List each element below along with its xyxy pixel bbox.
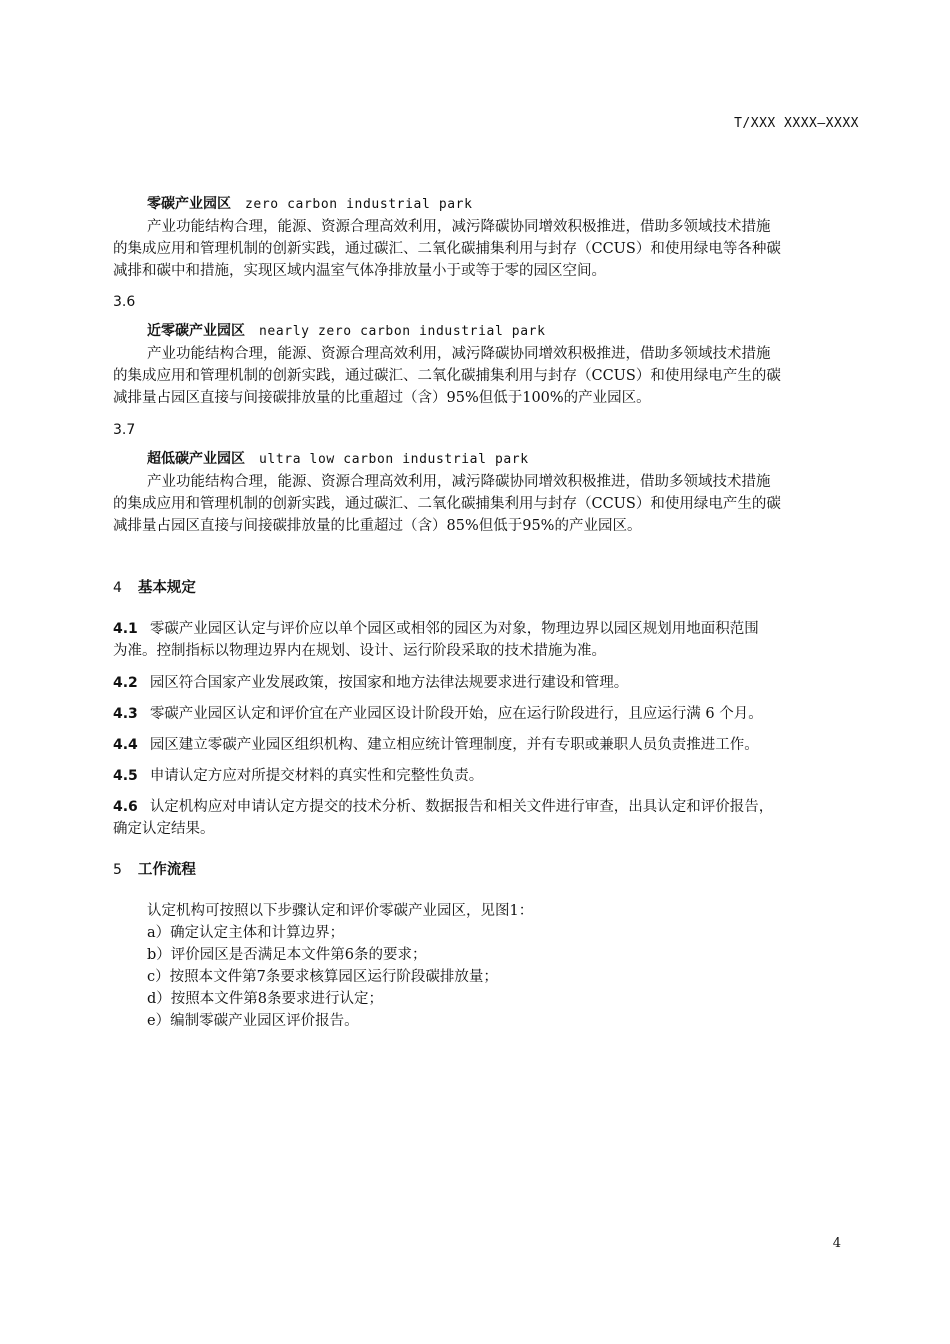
- workflow-intro: 认定机构可按照以下步骤认定和评价零碳产业园区，见图1：: [147, 903, 534, 919]
- term-name-en: ultra low carbon industrial park: [259, 452, 529, 467]
- term-definition-line: 减排和碳中和措施，实现区域内温室气体净排放量小于或等于零的园区空间。: [113, 263, 606, 279]
- clause-text: 申请认定方应对所提交材料的真实性和完整性负责。: [149, 768, 484, 784]
- term-number: 3.6: [113, 294, 136, 310]
- term-name-zh: 零碳产业园区: [147, 196, 231, 212]
- term-definition-line: 的集成应用和管理机制的创新实践，通过碳汇、二氧化碳捕集利用与封存（CCUS）和使用绿电等各种碳: [113, 241, 781, 257]
- clause-number: 4.3: [113, 706, 138, 722]
- term-definition-line: 的集成应用和管理机制的创新实践，通过碳汇、二氧化碳捕集利用与封存（CCUS）和使用绿电产生的碳: [113, 368, 781, 384]
- term-definition-line: 减排量占园区直接与间接碳排放量的比重超过（含）85%但低于95%的产业园区。: [113, 518, 642, 534]
- term-heading: [113, 193, 860, 216]
- term-name-zh: 超低碳产业园区: [147, 451, 245, 467]
- section-title: 工作流程: [137, 862, 196, 878]
- clause-number: 4.4: [113, 737, 138, 753]
- clause-number: 4.5: [113, 768, 138, 784]
- section-title: 基本规定: [137, 580, 196, 596]
- section-number: 4: [113, 580, 122, 596]
- clause-number: 4.1: [113, 621, 138, 637]
- clause-4-3: [113, 703, 860, 725]
- term-definition-line: 产业功能结构合理，能源、资源合理高效利用，减污降碳协同增效积极推进，借助多领域技术措施: [147, 346, 771, 362]
- term-name-en: zero carbon industrial park: [245, 197, 473, 212]
- term-heading: [113, 448, 860, 471]
- term-heading: [113, 320, 860, 343]
- term-definition-line: 减排量占园区直接与间接碳排放量的比重超过（含）95%但低于100%的产业园区。: [113, 390, 651, 406]
- term-definition-line: 产业功能结构合理，能源、资源合理高效利用，减污降碳协同增效积极推进，借助多领域技术措施: [147, 474, 771, 490]
- term-3-7: [113, 419, 860, 537]
- term-3-6: [113, 291, 860, 409]
- list-item: c）按照本文件第7条要求核算园区运行阶段碳排放量；: [147, 969, 498, 985]
- section-4-heading: [113, 577, 860, 599]
- clause-text: 确定认定结果。: [113, 821, 215, 837]
- clause-4-6: [113, 796, 860, 840]
- clause-text: 园区建立零碳产业园区组织机构、建立相应统计管理制度，并有专职或兼职人员负责推进工作。: [149, 737, 759, 753]
- page-number: 4: [832, 1236, 841, 1251]
- clause-number: 4.6: [113, 799, 138, 815]
- clause-4-4: [113, 734, 860, 756]
- clause-text: 为准。控制指标以物理边界内在规划、设计、运行阶段采取的技术措施为准。: [113, 643, 606, 659]
- term-name-en: nearly zero carbon industrial park: [259, 324, 546, 339]
- term-name-zh: 近零碳产业园区: [147, 323, 245, 339]
- standard-code: T/XXX XXXX—XXXX: [734, 116, 859, 131]
- clause-text: 零碳产业园区认定和评价宜在产业园区设计阶段开始，应在运行阶段进行，且应运行满 6 个月。: [149, 706, 763, 722]
- section-number: 5: [113, 862, 122, 878]
- clause-4-5: [113, 765, 860, 787]
- clause-number: 4.2: [113, 675, 138, 691]
- term-zero-carbon: [113, 193, 860, 282]
- clause-text: 零碳产业园区认定与评价应以单个园区或相邻的园区为对象，物理边界以园区规划用地面积范围: [149, 621, 759, 637]
- list-item: a）确定认定主体和计算边界；: [147, 925, 345, 941]
- clause-4-2: [113, 672, 860, 694]
- list-item: b）评价园区是否满足本文件第6条的要求；: [147, 947, 427, 963]
- term-definition-line: 产业功能结构合理，能源、资源合理高效利用，减污降碳协同增效积极推进，借助多领域技术措施: [147, 219, 771, 235]
- clause-4-1: [113, 618, 860, 662]
- list-item: e）编制零碳产业园区评价报告。: [147, 1013, 359, 1029]
- clause-text: 园区符合国家产业发展政策，按国家和地方法律法规要求进行建设和管理。: [149, 675, 629, 691]
- list-item: d）按照本文件第8条要求进行认定；: [147, 991, 384, 1007]
- clause-text: 认定机构应对申请认定方提交的技术分析、数据报告和相关文件进行审查，出具认定和评价报告，: [149, 799, 774, 815]
- term-number: 3.7: [113, 422, 136, 438]
- section-5-heading: [113, 859, 860, 881]
- term-definition-line: 的集成应用和管理机制的创新实践，通过碳汇、二氧化碳捕集利用与封存（CCUS）和使用绿电产生的碳: [113, 496, 781, 512]
- workflow-steps: [113, 900, 860, 1032]
